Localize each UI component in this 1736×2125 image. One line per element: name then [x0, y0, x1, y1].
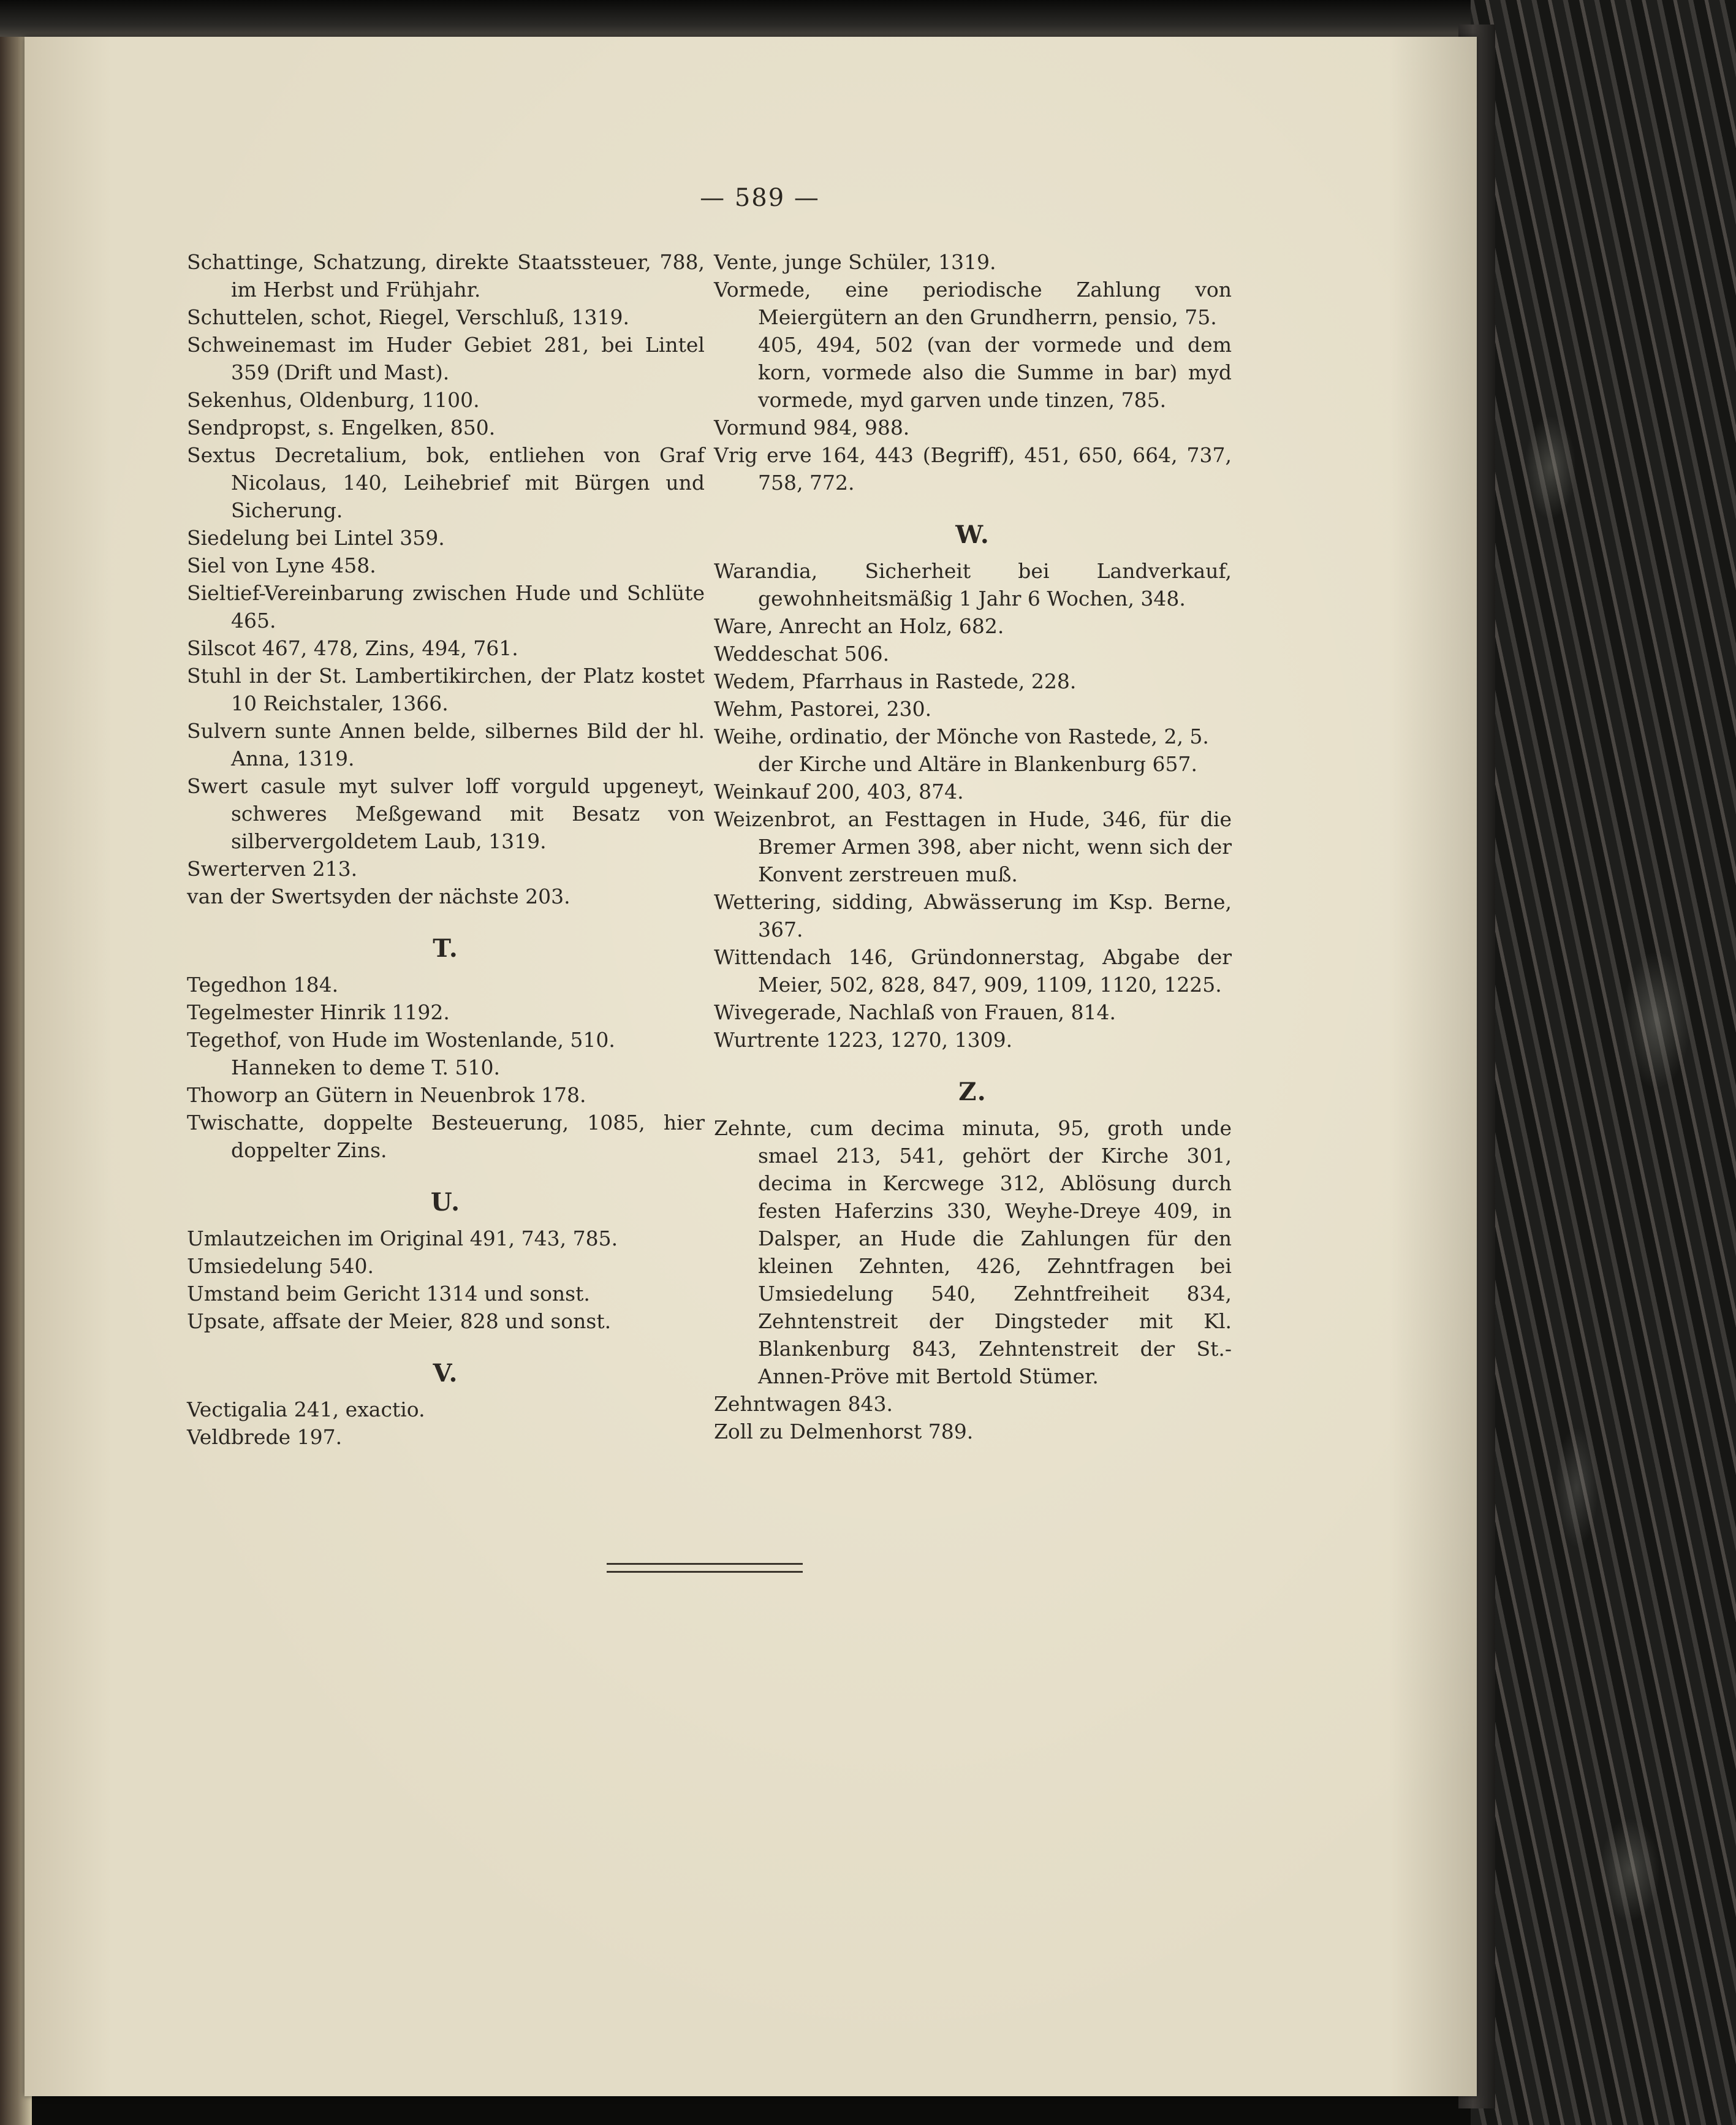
index-entry: Weihe, ordinatio, der Mönche von Rastede, 2, 5.	[714, 724, 1209, 748]
index-entry: Sieltief-Vereinbarung zwischen Hude und Schlüte 465.	[187, 581, 705, 633]
index-entry: Warandia, Sicherheit bei Landverkauf, gewohnheitsmäßig 1 Jahr 6 Wochen, 348.	[714, 559, 1232, 610]
section-letter-heading: Z.	[958, 1078, 987, 1106]
index-entry: Umlautzeichen im Original 491, 743, 785.	[187, 1226, 618, 1250]
index-entry: Weinkauf 200, 403, 874.	[714, 780, 964, 804]
index-entry: Weddeschat 506.	[714, 642, 890, 666]
index-entry: Zehntwagen 843.	[714, 1392, 893, 1416]
index-entry: Schattinge, Schatzung, direkte Staatssteuer, 788, im Herbst und Frühjahr.	[187, 250, 705, 302]
section-letter-heading: U.	[430, 1188, 461, 1217]
index-entry: 405, 494, 502 (van der vormede und dem korn, vormede also die Summe in bar) myd vormede, myd garven unde tinzen, 785.	[758, 333, 1232, 412]
index-entry: Hanneken to deme T. 510.	[231, 1055, 500, 1079]
section-letter-heading: W.	[955, 520, 990, 549]
index-entry: Wivegerade, Nachlaß von Frauen, 814.	[714, 1000, 1116, 1024]
index-entry: Swert casule myt sulver loff vorguld upgeneyt, schweres Meßgewand mit Besatz von silbervergoldetem Laub, 1319.	[187, 774, 705, 853]
index-entry: Schuttelen, schot, Riegel, Verschluß, 1319.	[187, 305, 629, 329]
index-entry: Wedem, Pfarrhaus in Rastede, 228.	[714, 669, 1077, 693]
section-letter-heading: V.	[433, 1359, 459, 1388]
index-entry: Tegedhon 184.	[187, 973, 339, 997]
index-entry: Upsate, affsate der Meier, 828 und sonst.	[187, 1309, 612, 1333]
index-entry: Vectigalia 241, exactio.	[187, 1397, 425, 1421]
index-entry: Sekenhus, Oldenburg, 1100.	[187, 388, 480, 412]
index-entry: Wittendach 146, Gründonnerstag, Abgabe der Meier, 502, 828, 847, 909, 1109, 1120, 1225.	[714, 945, 1232, 997]
index-entry: Zehnte, cum decima minuta, 95, groth unde smael 213, 541, gehört der Kirche 301, decima in Kercwege 312, Ablösung durch festen Haferzins 330, Weyhe-Dreye 409, in Dalsper, an Hude die Zahlungen für den kleinen Zehnten, 426, Zehntfragen bei Umsiedelung 540, Zehntfreiheit 834, Zehntenstreit der Dingsteder mit Kl. Blankenburg 843, Zehntenstreit der St.-Annen-Pröve mit Bertold Stümer.	[714, 1116, 1232, 1388]
index-entry: Umsiedelung 540.	[187, 1254, 374, 1278]
index-entry: Vrig erve 164, 443 (Begriff), 451, 650, 664, 737, 758, 772.	[714, 443, 1232, 495]
end-double-rule	[607, 1563, 803, 1573]
index-column-left	[187, 248, 705, 1451]
index-entry: Stuhl in der St. Lambertikirchen, der Platz kostet 10 Reichstaler, 1366.	[187, 664, 705, 715]
index-entry: van der Swertsyden der nächste 203.	[187, 884, 570, 908]
index-entry: Weizenbrot, an Festtagen in Hude, 346, für die Bremer Armen 398, aber nicht, wenn sich der Konvent zerstreuen muß.	[714, 807, 1232, 886]
index-entry: der Kirche und Altäre in Blankenburg 657.	[758, 752, 1197, 776]
index-entry: Wurtrente 1223, 1270, 1309.	[714, 1028, 1013, 1052]
index-entry: Schweinemast im Huder Gebiet 281, bei Lintel 359 (Drift und Mast).	[187, 333, 705, 384]
index-column-right	[714, 248, 1232, 1445]
index-entry: Siedelung bei Lintel 359.	[187, 526, 445, 550]
index-entry: Veldbrede 197.	[187, 1425, 343, 1449]
marbled-cover-board	[1471, 0, 1736, 2125]
index-entry: Sendpropst, s. Engelken, 850.	[187, 416, 496, 439]
index-entry: Sulvern sunte Annen belde, silbernes Bild der hl. Anna, 1319.	[187, 719, 705, 770]
index-entry: Ware, Anrecht an Holz, 682.	[714, 614, 1004, 638]
index-entry: Thoworp an Gütern in Neuenbrok 178.	[187, 1083, 586, 1107]
section-letter-heading: T.	[433, 934, 459, 963]
index-entry: Zoll zu Delmenhorst 789.	[714, 1420, 974, 1443]
index-entry: Siel von Lyne 458.	[187, 553, 376, 577]
index-entry: Wehm, Pastorei, 230.	[714, 697, 932, 721]
index-entry: Tegethof, von Hude im Wostenlande, 510.	[187, 1028, 615, 1052]
index-entry: Silscot 467, 478, Zins, 494, 761.	[187, 636, 518, 660]
index-entry: Tegelmester Hinrik 1192.	[187, 1000, 450, 1024]
index-entry: Twischatte, doppelte Besteuerung, 1085, hier doppelter Zins.	[187, 1111, 705, 1162]
index-entry: Sextus Decretalium, bok, entliehen von Graf Nicolaus, 140, Leihebrief mit Bürgen und Sicherung.	[187, 443, 705, 522]
index-entry: Vente, junge Schüler, 1319.	[714, 250, 996, 274]
index-entry: Swerterven 213.	[187, 857, 358, 881]
index-entry: Vormede, eine periodische Zahlung von Meiergütern an den Grundherrn, pensio, 75.	[714, 278, 1232, 329]
index-entry: Vormund 984, 988.	[714, 416, 910, 439]
page-number: — 589 —	[700, 184, 820, 212]
index-entry: Wettering, sidding, Abwässerung im Ksp. Berne, 367.	[714, 890, 1232, 941]
index-entry: Umstand beim Gericht 1314 und sonst.	[187, 1282, 590, 1306]
